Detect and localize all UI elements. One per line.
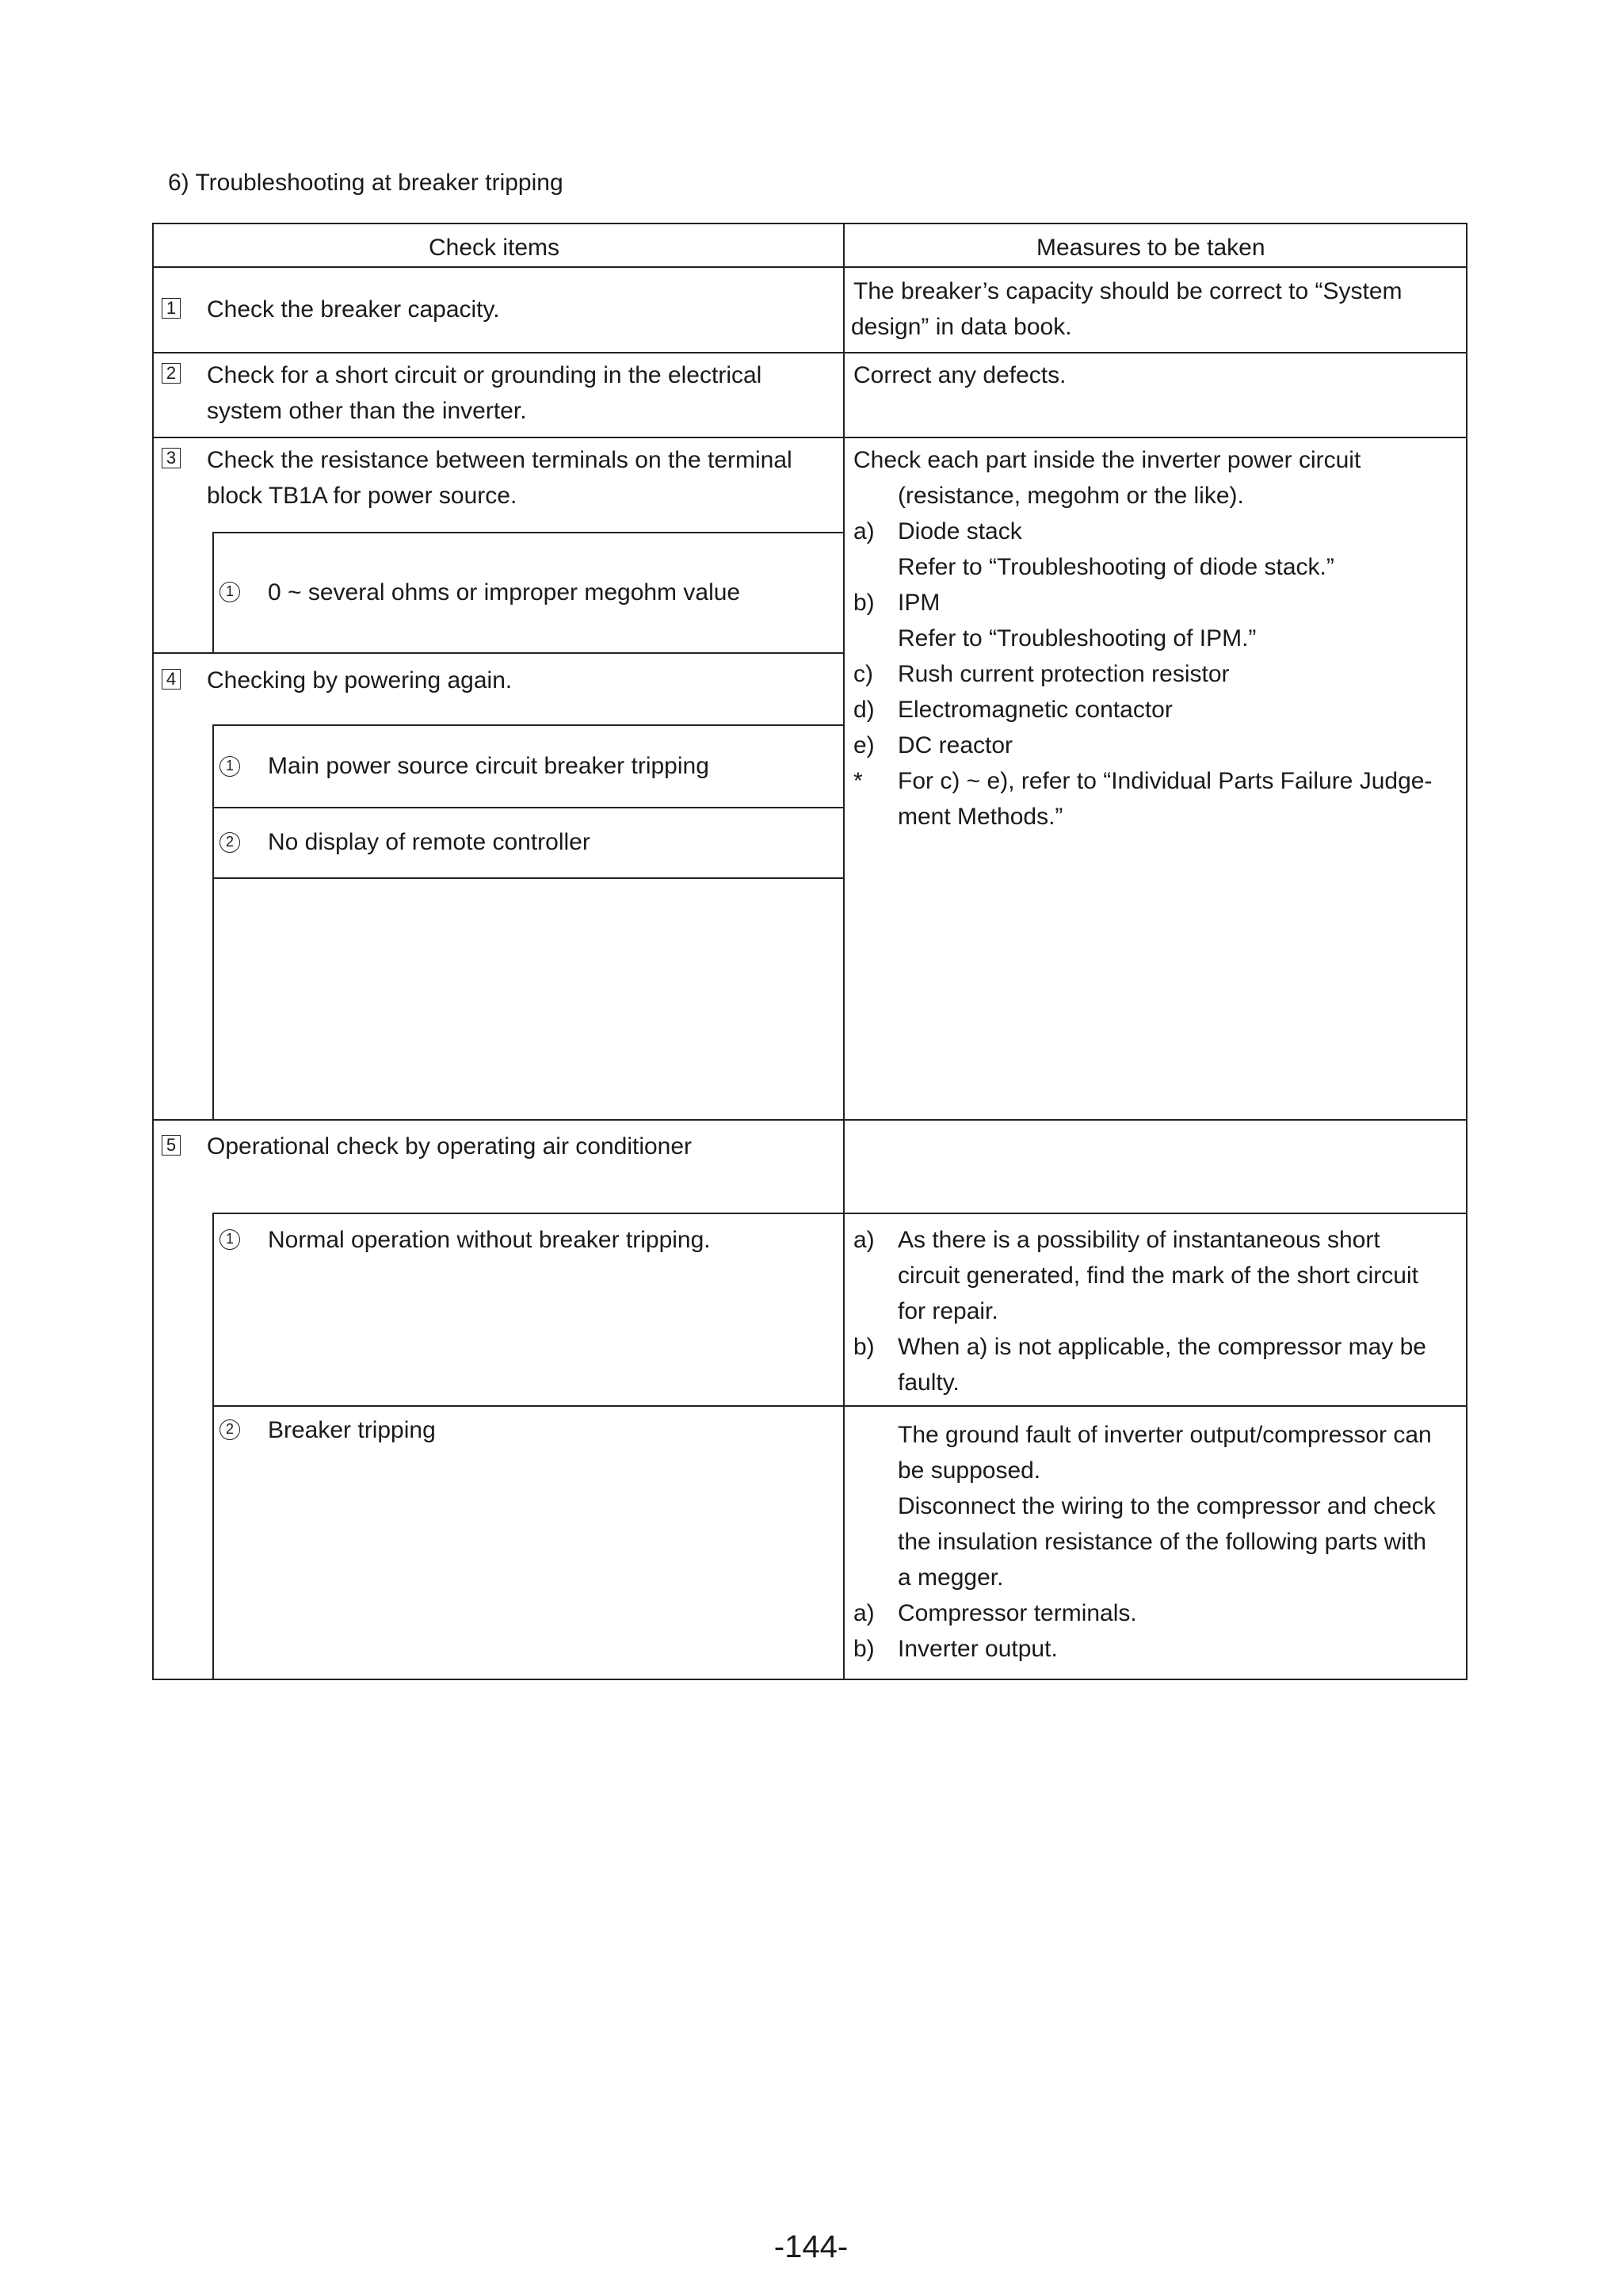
section-title: 6) Troubleshooting at breaker tripping — [168, 170, 563, 196]
table-line — [152, 652, 845, 654]
measure-entry-label: d) — [853, 697, 875, 723]
table-line — [152, 1679, 1467, 1680]
sub-item-text: 0 ~ several ohms or improper megohm value — [268, 579, 741, 606]
measure-entry-text: Rush current protection resistor — [898, 661, 1230, 687]
item-number-box: 1 — [162, 298, 181, 319]
table-line — [152, 266, 1467, 268]
measure-entry-text: Electromagnetic contactor — [898, 697, 1173, 723]
item-number-box: 3 — [162, 448, 181, 468]
item-number-box: 2 — [162, 363, 181, 384]
measure-entry-text: a megger. — [898, 1564, 1004, 1591]
measure-entry-text: Compressor terminals. — [898, 1600, 1137, 1626]
table-line — [1466, 223, 1467, 1680]
sub-item-text: No display of remote controller — [268, 829, 590, 855]
table-line — [152, 223, 154, 1680]
table-line — [843, 223, 845, 1680]
measure-entry-text: Diode stack — [898, 518, 1022, 544]
measure-entry-text: IPM — [898, 590, 941, 616]
measure-entry-text: the insulation resistance of the following parts with — [898, 1529, 1427, 1555]
item-number-box: 5 — [162, 1135, 181, 1156]
measure-entry-label: c) — [853, 661, 873, 687]
measure-entry-label: a) — [853, 1600, 875, 1626]
check-item-text: Checking by powering again. — [207, 667, 513, 693]
check-item-text: Operational check by operating air conditioner — [207, 1133, 693, 1159]
table-line — [152, 223, 1467, 224]
header-check-items: Check items — [429, 235, 560, 261]
measure-entry-text: For c) ~ e), refer to “Individual Parts Failure Judge- — [898, 768, 1433, 794]
table-line — [152, 1119, 1467, 1121]
measure-entry-label: b) — [853, 1636, 875, 1662]
sub-item-circled-number: 1 — [219, 582, 240, 602]
page-number: -144- — [773, 2229, 849, 2264]
sub-item-circled-number: 2 — [219, 832, 240, 853]
measure-entry-text: When a) is not applicable, the compressor may be — [898, 1334, 1426, 1360]
measure-entry-text: Inverter output. — [898, 1636, 1058, 1662]
measure-entry-text: ment Methods.” — [898, 804, 1063, 830]
sub-item-circled-number: 2 — [219, 1419, 240, 1440]
measure-entry-label: a) — [853, 1227, 875, 1253]
measure-entry-text: DC reactor — [898, 732, 1013, 758]
measure-entry-label: e) — [853, 732, 875, 758]
check-item-text: block TB1A for power source. — [207, 483, 517, 509]
check-item-text: Check for a short circuit or grounding in the electrical — [207, 362, 762, 388]
measure-entry-text: Refer to “Troubleshooting of diode stack.” — [898, 554, 1334, 580]
measure-entry-label: a) — [853, 518, 875, 544]
sub-item-text: Main power source circuit breaker tripping — [268, 753, 709, 779]
measure-entry-text: As there is a possibility of instantaneous short — [898, 1227, 1380, 1253]
measure-entry-label: * — [853, 768, 863, 794]
measure-text: Correct any defects. — [853, 362, 1067, 388]
measure-text: (resistance, megohm or the like). — [898, 483, 1244, 509]
sub-item-circled-number: 1 — [219, 1229, 240, 1250]
measure-entry-label: b) — [853, 1334, 875, 1360]
table-line — [212, 724, 845, 726]
table-line — [152, 352, 1467, 353]
sub-item-text: Normal operation without breaker tripping. — [268, 1227, 711, 1253]
table-line — [212, 807, 845, 808]
table-line — [212, 724, 214, 1119]
sub-item-text: Breaker tripping — [268, 1417, 436, 1443]
check-item-text: Check the breaker capacity. — [207, 296, 500, 323]
sub-item-circled-number: 1 — [219, 756, 240, 777]
measure-entry-text: be supposed. — [898, 1457, 1041, 1484]
table-line — [212, 532, 214, 653]
measure-text: design” in data book. — [851, 314, 1072, 340]
measure-entry-text: The ground fault of inverter output/compressor can — [898, 1422, 1432, 1448]
header-measures: Measures to be taken — [1036, 235, 1265, 261]
table-line — [212, 1213, 214, 1679]
measure-entry-text: for repair. — [898, 1298, 998, 1324]
measure-text: The breaker’s capacity should be correct to “System — [853, 278, 1403, 304]
table-line — [212, 877, 845, 879]
measure-entry-label: b) — [853, 590, 875, 616]
table-line — [212, 532, 845, 533]
check-item-text: Check the resistance between terminals on the terminal — [207, 447, 792, 473]
measure-entry-text: Disconnect the wiring to the compressor and check — [898, 1493, 1436, 1519]
measure-text: Check each part inside the inverter power circuit — [853, 447, 1361, 473]
measure-entry-text: Refer to “Troubleshooting of IPM.” — [898, 625, 1257, 651]
table-line — [212, 1405, 1467, 1407]
measure-entry-text: faulty. — [898, 1370, 960, 1396]
item-number-box: 4 — [162, 669, 181, 690]
measure-entry-text: circuit generated, find the mark of the short circuit — [898, 1263, 1418, 1289]
table-line — [212, 1213, 1467, 1214]
table-line — [152, 437, 1467, 438]
check-item-text: system other than the inverter. — [207, 398, 527, 424]
